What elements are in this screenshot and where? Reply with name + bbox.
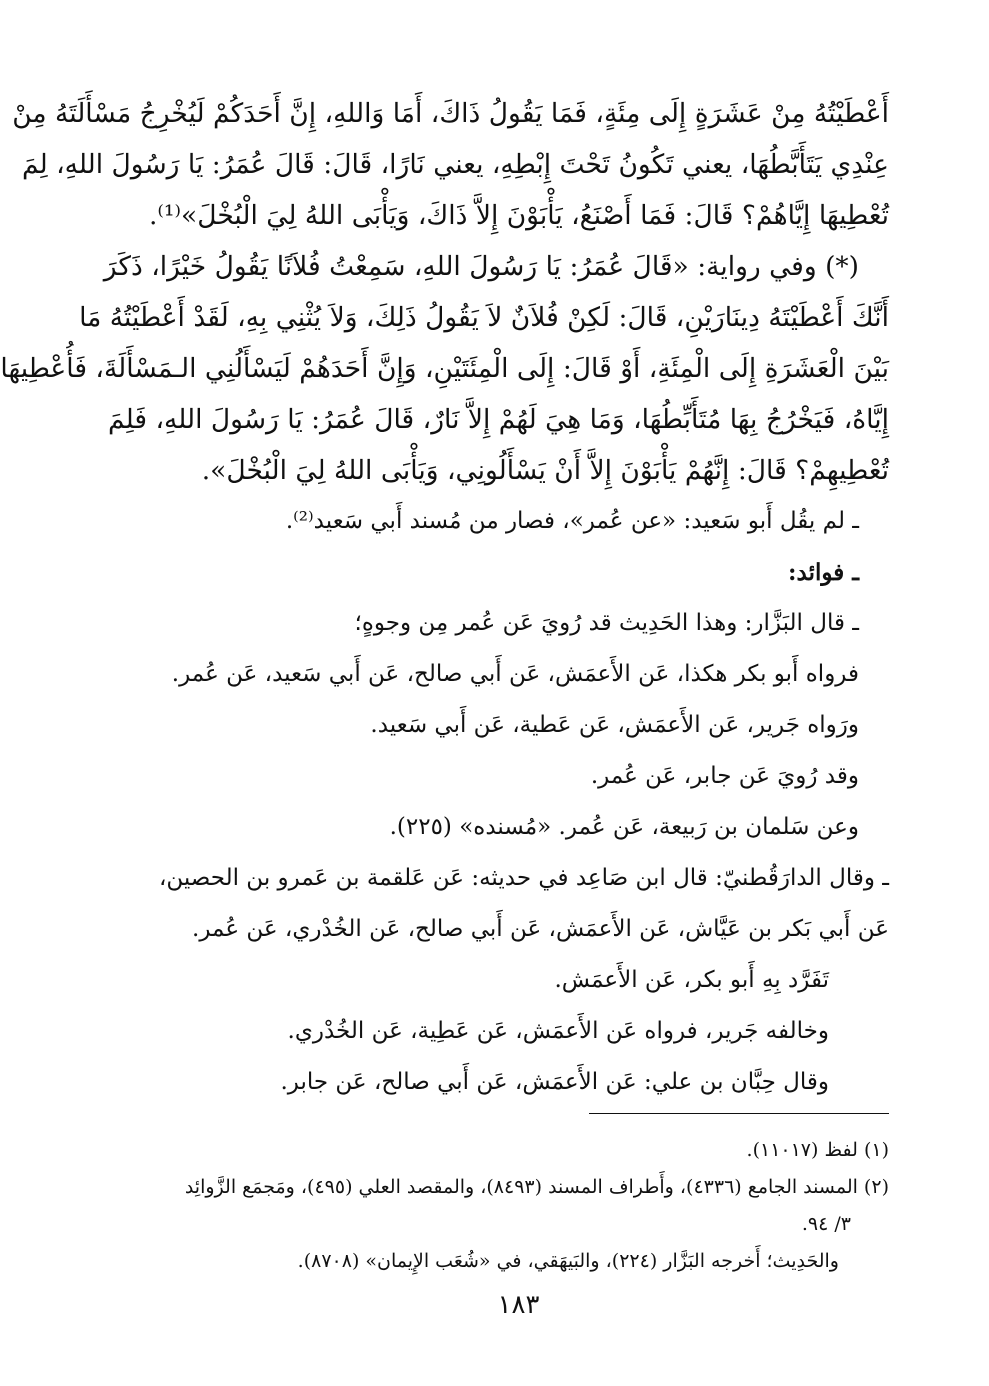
hadith-text	[0, 88, 889, 496]
benefit-line-2: فرواه أَبو بكر هكذا، عَن الأَعمَش، عَن أَبي صالح، عَن أَبي سَعيد، عَن عُمر.	[171, 661, 859, 687]
benefit-line-10: وقال حِبَّان بن علي: عَن الأَعمَش، عَن أَبي صالح، عَن جابر.	[280, 1069, 829, 1095]
hadith-line-5: أَنَّكَ أَعْطَيْتَهُ دِينَارَيْنِ، قَالَ: لَكِنْ فُلاَنٌ لاَ يَقُولُ ذَلِكَ، وَلاَ يُثْنِي بِهِ، لَقَدْ أَعْطَيْتُهُ مَا	[79, 302, 889, 333]
hadith-line-3: تُعْطِيهَا إِيَّاهُمْ؟ قَالَ: فَمَا أَصْنَعُ، يَأْبَوْنَ إِلاَّ ذَاكَ، وَيَأْبَى اللهُ لِيَ الْبُخْلَ»⁽¹⁾.	[148, 200, 889, 231]
hadith-line-2: عِنْدِي يَتَأَبَّطُهَا، يعني تَكُونُ تَحْتَ إِبْطِهِ، يعني نَارًا، قَالَ: قَالَ عُمَرُ: يَا رَسُولَ اللهِ، لِمَ	[21, 149, 889, 180]
benefit-line-9: وخالفه جَرير، فرواه عَن الأَعمَش، عَن عَطِية، عَن الخُدْري.	[287, 1018, 829, 1044]
hadith-line-8: تُعْطِيهِمْ؟ قَالَ: إِنَّهُمْ يَأْبَوْنَ إِلاَّ أَنْ يَسْأَلُونِي، وَيَأْبَى اللهُ لِيَ الْبُخْلَ».	[201, 455, 889, 486]
hadith-line-4: (*) وفي رواية: «قَالَ عُمَرُ: يَا رَسُولَ اللهِ، سَمِعْتُ فُلاَنًا يَقُولُ خَيْرًا، ذَكَرَ	[103, 251, 859, 282]
benefit-line-5: وعن سَلمان بن رَبيعة، عَن عُمر. «مُسنده» (٢٢٥).	[389, 814, 859, 840]
footnote-2-line-3: والحَدِيث؛ أَخرجه البَزَّار (٢٢٤)، والبَيهَقي، في «شُعَب الإِيمان» (٨٧٠٨).	[297, 1250, 839, 1272]
footnote-2-line-1: (٢) المسند الجامع (٤٣٣٦)، وأَطراف المسند (٨٤٩٣)، والمقصد العلي (٤٩٥)، ومَجمَع الزَّوائِد	[184, 1176, 889, 1198]
hadith-line-1: أَعْطَيْتُهُ مِنْ عَشَرَةٍ إِلَى مِئَةٍ، فَمَا يَقُولُ ذَاكَ، أَمَا وَاللهِ، إِنَّ أَحَدَكُمْ لَيُخْرِجُ مَسْأَلَتَهُ مِنْ	[12, 98, 889, 129]
hadith-line-7: إِيَّاهُ، فَيَخْرُجُ بِهَا مُتَأَبِّطُهَا، وَمَا هِيَ لَهُمْ إِلاَّ نَارٌ، قَالَ عُمَرُ: يَا رَسُولَ اللهِ، فَلِمَ	[107, 404, 889, 435]
benefit-line-3: ورَواه جَرير، عَن الأَعمَش، عَن عَطية، عَن أَبي سَعيد.	[370, 712, 859, 738]
footnote-2-line-2: ٣/ ٩٤.	[801, 1213, 851, 1235]
hadith-line-6: بَيْنَ الْعَشَرَةِ إِلَى الْمِئَةِ، أَوْ قَالَ: إِلَى الْمِئَتَيْنِ، وَإِنَّ أَحَدَهُمْ لَيَسْأَلُنِي الـمَسْأَلَةَ، فَأُعْطِيهَا	[0, 353, 889, 384]
benefit-line-7: عَن أَبي بَكر بن عَيَّاش، عَن الأَعمَش، عَن أَبي صالح، عَن الخُدْري، عَن عُمر.	[192, 916, 889, 942]
benefit-line-6: ـ وقال الدارَقُطنيّ: قال ابن صَاعِد في حديثه: عَن عَلقمة بن عَمرو بن الحصين،	[158, 865, 889, 891]
benefits-heading: ـ فوائد:	[788, 559, 859, 586]
note-line: ـ لم يقُل أَبو سَعيد: «عن عُمر»، فصار من مُسند أَبي سَعيد⁽²⁾.	[285, 508, 859, 534]
page-number: ١٨٣	[497, 1290, 540, 1320]
benefit-line-1: ـ قال البَزَّار: وهذا الحَدِيث قد رُويَ عَن عُمر مِن وجوهٍ؛	[354, 610, 859, 636]
benefit-line-4: وقد رُويَ عَن جابر، عَن عُمر.	[590, 763, 859, 789]
footnote-divider	[589, 1113, 889, 1114]
footnotes	[148, 1132, 889, 1280]
benefit-line-8: تَفَرَّد بِهِ أَبو بكر، عَن الأَعمَش.	[554, 967, 829, 993]
footnote-1: (١) لفظ (١١٠١٧).	[746, 1139, 889, 1161]
